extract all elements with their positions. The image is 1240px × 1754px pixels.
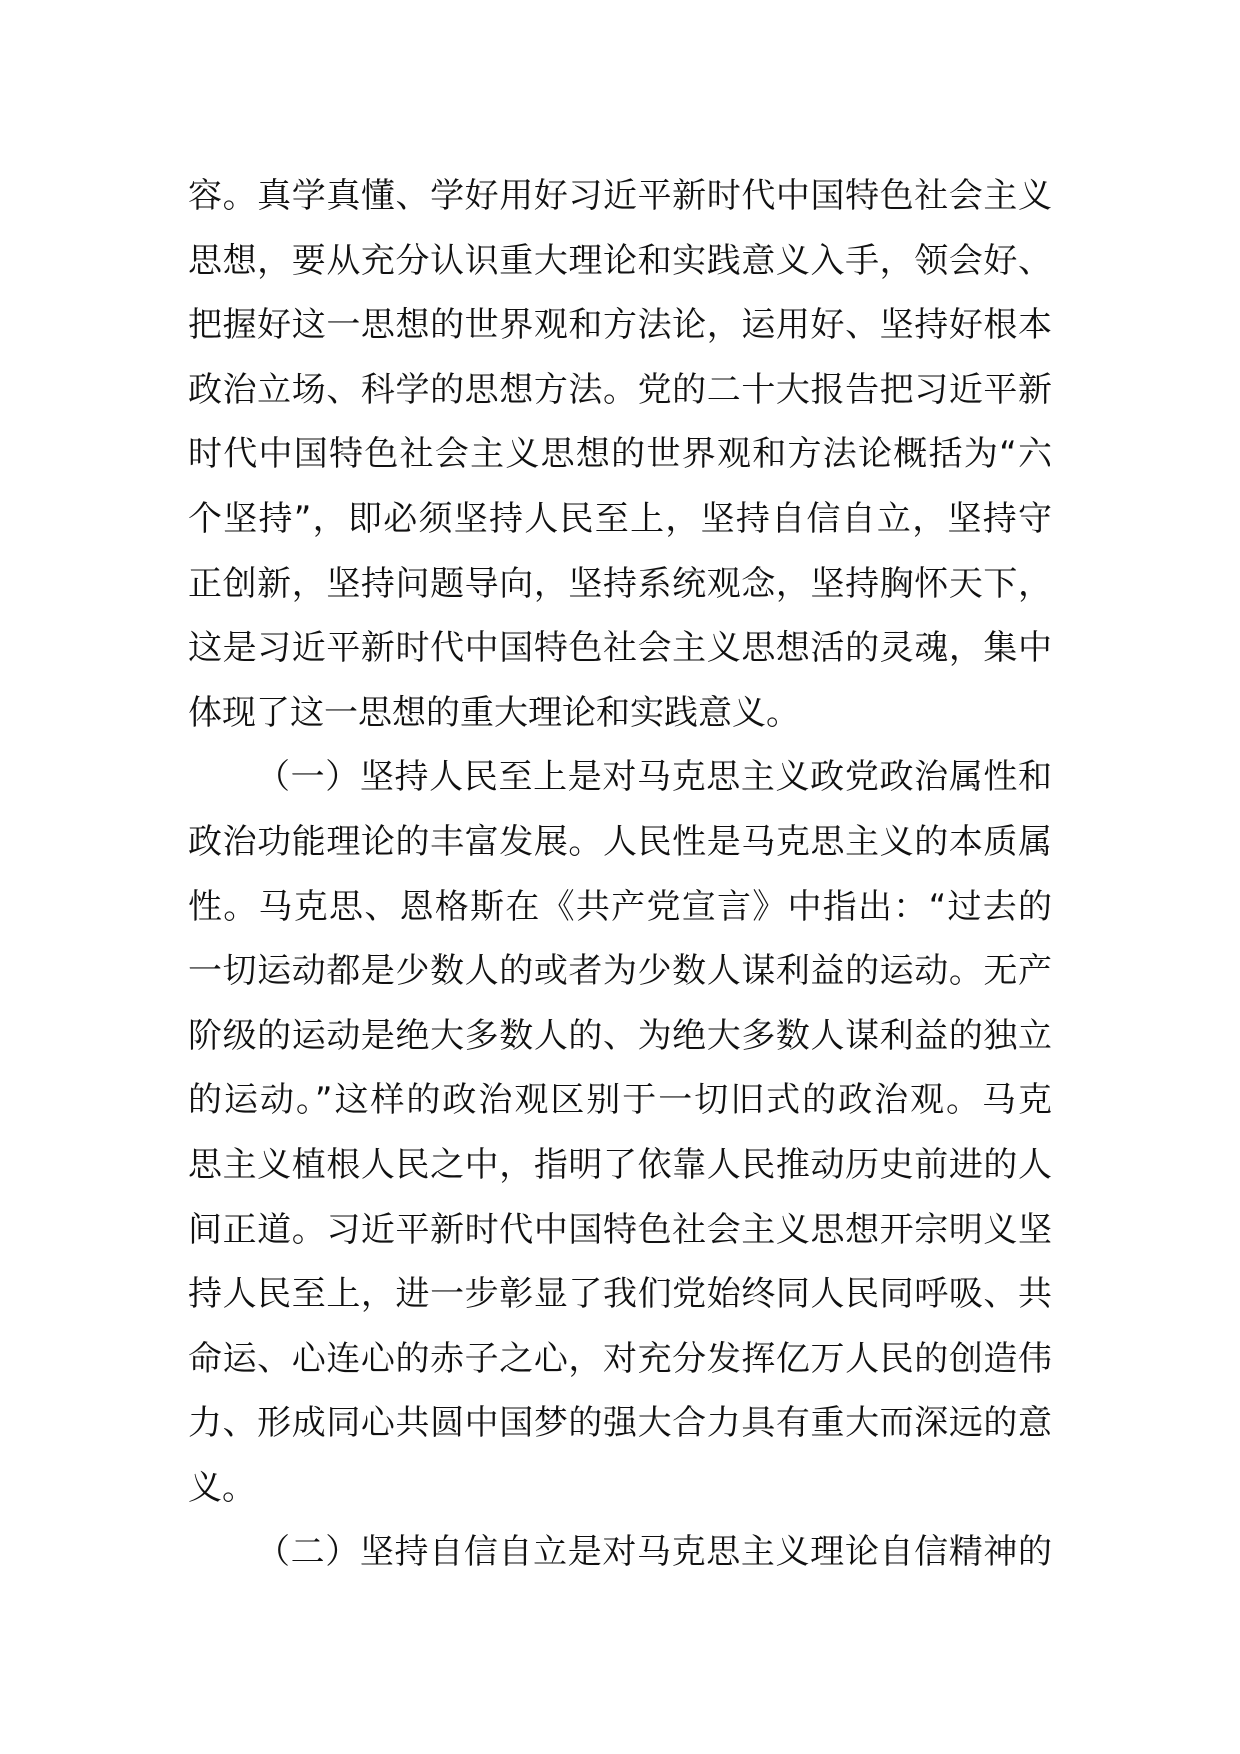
text-line: 把握好这一思想的世界观和方法论，运用好、坚持好根本 bbox=[188, 305, 1052, 346]
text-line: 个坚持”，即必须坚持人民至上，坚持自信自立，坚持守 bbox=[188, 498, 1052, 539]
text-line: 政治立场、科学的思想方法。党的二十大报告把习近平新 bbox=[188, 369, 1052, 410]
text-line: 时代中国特色社会主义思想的世界观和方法论概括为“六 bbox=[188, 434, 1052, 475]
section-heading-line: （二）坚持自信自立是对马克思主义理论自信精神的 bbox=[256, 1532, 1052, 1573]
text-line: 思主义植根人民之中，指明了依靠人民推动历史前进的人 bbox=[188, 1144, 1052, 1185]
text-line: 间正道。习近平新时代中国特色社会主义思想开宗明义坚 bbox=[188, 1209, 1052, 1250]
text-line: 力、形成同心共圆中国梦的强大合力具有重大而深远的意 bbox=[188, 1403, 1052, 1444]
body-text bbox=[188, 164, 1052, 1585]
text-line: 性。马克思、恩格斯在《共产党宣言》中指出：“过去的 bbox=[188, 886, 1052, 927]
text-line: 体现了这一思想的重大理论和实践意义。 bbox=[188, 692, 800, 733]
section-heading-line: （一）坚持人民至上是对马克思主义政党政治属性和 bbox=[256, 757, 1052, 798]
text-line: 持人民至上，进一步彰显了我们党始终同人民同呼吸、共 bbox=[188, 1274, 1052, 1315]
text-line: 的运动。”这样的政治观区别于一切旧式的政治观。马克 bbox=[188, 1080, 1052, 1121]
text-line: 阶级的运动是绝大多数人的、为绝大多数人谋利益的独立 bbox=[188, 1015, 1052, 1056]
text-line: 容。真学真懂、学好用好习近平新时代中国特色社会主义 bbox=[188, 176, 1052, 216]
text-line: 这是习近平新时代中国特色社会主义思想活的灵魂，集中 bbox=[188, 628, 1052, 669]
text-line: 一切运动都是少数人的或者为少数人谋利益的运动。无产 bbox=[188, 951, 1052, 992]
text-line: 义。 bbox=[188, 1467, 256, 1508]
text-line: 正创新，坚持问题导向，坚持系统观念，坚持胸怀天下， bbox=[188, 563, 1052, 604]
text-line: 政治功能理论的丰富发展。人民性是马克思主义的本质属 bbox=[188, 821, 1052, 862]
text-line: 思想，要从充分认识重大理论和实践意义入手，领会好、 bbox=[188, 240, 1052, 281]
text-line: 命运、心连心的赤子之心，对充分发挥亿万人民的创造伟 bbox=[188, 1338, 1052, 1379]
